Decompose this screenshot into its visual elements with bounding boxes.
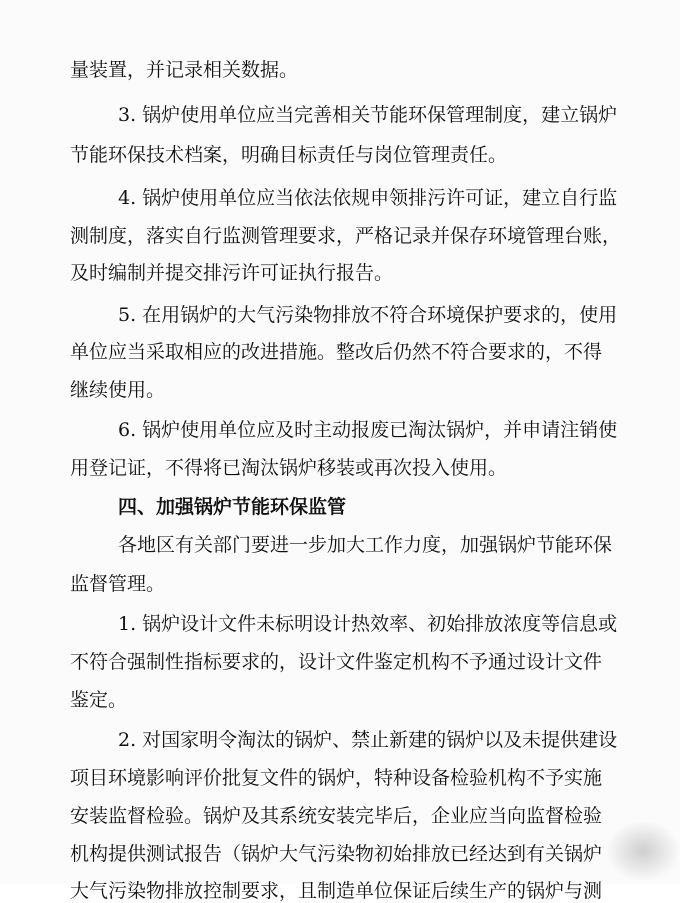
text-line: 继续使用。 (70, 379, 166, 401)
text-line: 5. 在用锅炉的大气污染物排放不符合环境保护要求的，使用 (118, 304, 618, 326)
text-line: 不符合强制性指标要求的，设计文件鉴定机构不予通过设计文件 (70, 651, 603, 673)
text-line: 用登记证，不得将已淘汰锅炉移装或再次投入使用。 (70, 457, 508, 479)
text-line: 机构提供测试报告（锅炉大气污染物初始排放已经达到有关锅炉 (70, 843, 603, 865)
text-line: 及时编制并提交排污许可证执行报告。 (70, 262, 394, 284)
text-line: 项目环境影响评价批复文件的锅炉，特种设备检验机构不予实施 (70, 767, 603, 789)
text-line: 单位应当采取相应的改进措施。整改后仍然不符合要求的，不得 (70, 341, 603, 363)
section-heading: 四、加强锅炉节能环保监管 (118, 496, 347, 518)
text-line: 安装监督检验。锅炉及其系统安装完毕后，企业应当向监督检验 (70, 805, 603, 827)
text-line: 测制度，落实自行监测管理要求，严格记录并保存环境管理台账， (70, 225, 622, 247)
text-line: 6. 锅炉使用单位应及时主动报废已淘汰锅炉，并申请注销使 (118, 419, 618, 441)
text-line: 2. 对国家明令淘汰的锅炉、禁止新建的锅炉以及未提供建设 (118, 729, 618, 751)
text-line: 大气污染物排放控制要求，且制造单位保证后续生产的锅炉与测 (70, 880, 603, 902)
text-line: 监督管理。 (70, 573, 166, 595)
text-line: 1. 锅炉设计文件未标明设计热效率、初始排放浓度等信息或 (118, 613, 618, 635)
text-line: 量装置，并记录相关数据。 (70, 59, 299, 81)
text-line: 4. 锅炉使用单位应当依法依规申领排污许可证，建立自行监 (118, 187, 618, 209)
text-line: 鉴定。 (70, 689, 128, 711)
text-line: 各地区有关部门要进一步加大工作力度，加强锅炉节能环保 (118, 534, 613, 556)
scan-smudge (608, 822, 678, 880)
text-line: 3. 锅炉使用单位应当完善相关节能环保管理制度，建立锅炉 (118, 104, 618, 126)
text-line: 节能环保技术档案，明确目标责任与岗位管理责任。 (70, 144, 508, 166)
